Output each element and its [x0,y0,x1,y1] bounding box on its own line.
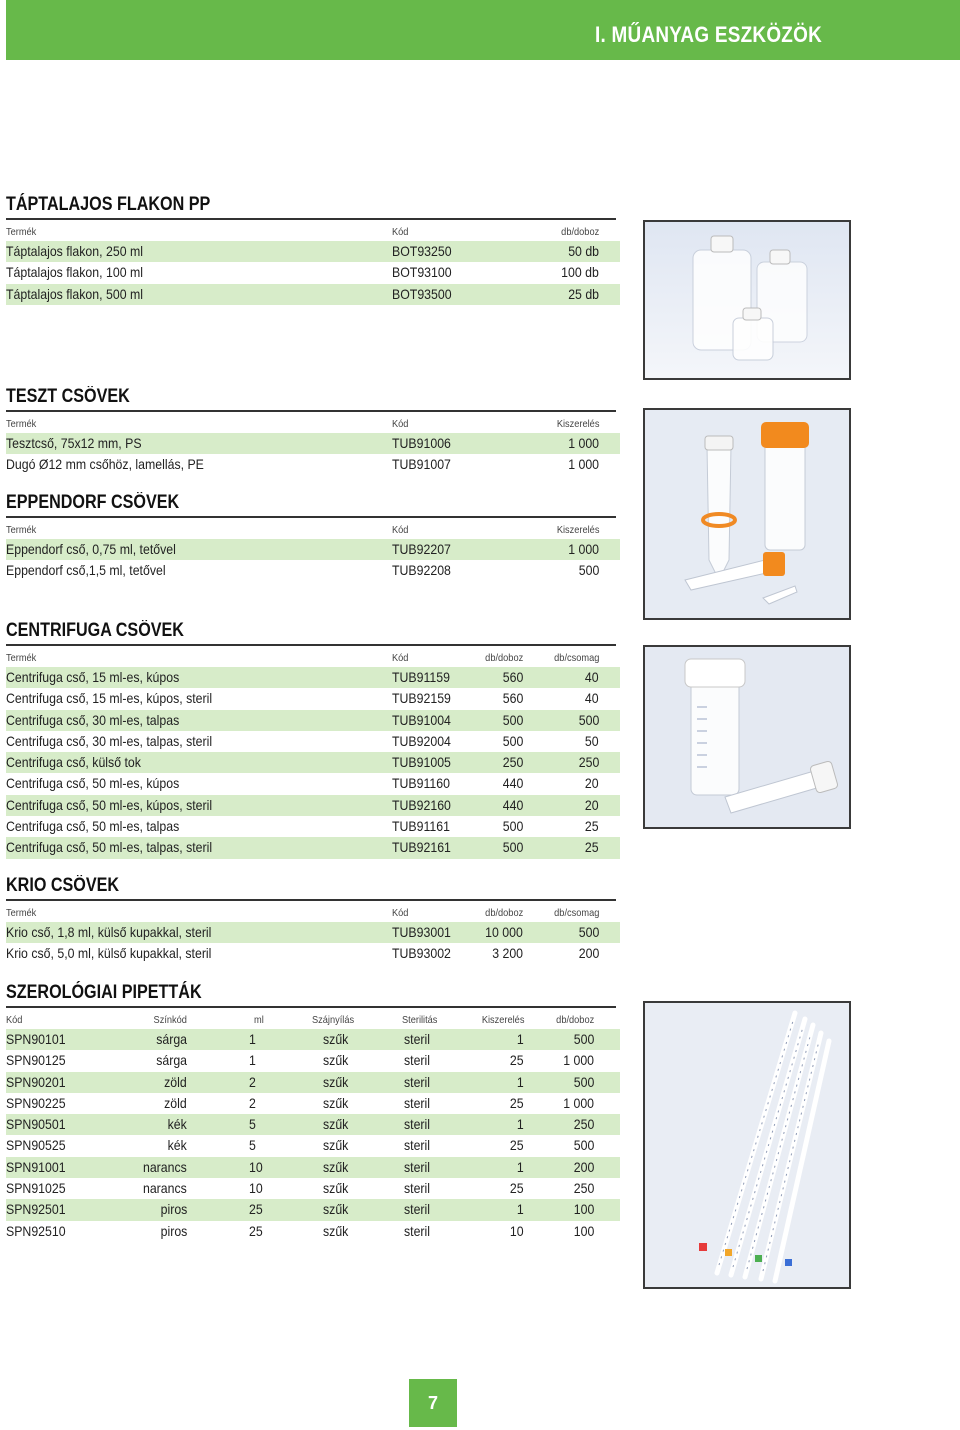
table-header [6,649,620,667]
table-cell: steril [404,1137,431,1154]
table-cell: SPN90501 [6,1116,66,1133]
column-header: Kód [392,524,409,536]
table-cell: 500 [502,818,523,835]
table-cell: 500 [502,732,523,749]
table-cell: SPN90101 [6,1031,66,1047]
table-header [6,521,620,539]
table-cell: 25 [510,1137,524,1154]
table-cell: 1 [249,1031,256,1047]
table-cell: 25 [585,839,599,856]
section-divider [6,644,616,646]
photo-culture-flasks [643,220,851,380]
table-cell: 50 [585,732,599,749]
table-cell: szűk [323,1137,349,1154]
column-header: Termék [6,418,37,430]
section-title: CENTRIFUGA CSÖVEK [6,620,184,641]
table-header [6,1011,620,1029]
table-cell: 200 [578,945,599,962]
table-row [6,241,620,262]
table-cell: TUB92161 [392,839,451,856]
table-cell: steril [404,1094,431,1111]
table-cell: SPN91025 [6,1180,66,1197]
table-row [6,688,620,709]
table-cell: steril [404,1116,431,1133]
column-header: db/csomag [553,652,599,664]
table-cell: 40 [585,669,599,685]
table-cell: kék [167,1116,187,1133]
column-header: ml [254,1014,264,1026]
table-cell: Tesztcső, 75x12 mm, PS [6,435,142,451]
section-centrifuga-csovek [6,619,618,859]
table-row [6,1050,620,1071]
table-row [6,1029,620,1050]
column-header: Kiszerelés [481,1014,524,1026]
table-row [6,837,620,858]
photo-centrifuge-tubes [643,408,851,620]
table-cell: Centrifuga cső, 30 ml-es, talpas [6,711,180,728]
table-cell: 250 [578,754,599,771]
table-cell: 560 [502,669,523,685]
table-cell: piros [160,1201,187,1218]
table-cell: SPN90225 [6,1094,66,1111]
table-row [6,710,620,731]
table-cell: SPN91001 [6,1158,66,1175]
table-header [6,223,620,241]
table-cell: 25 db [568,285,599,302]
column-header: Sterilitás [402,1014,438,1026]
table-cell: 1 [517,1031,524,1047]
table-cell: SPN90125 [6,1052,66,1069]
table-cell: 50 db [568,243,599,259]
table-cell: narancs [143,1158,187,1175]
table-cell: 250 [573,1180,594,1197]
table-cell: 5 [249,1137,256,1154]
table-cell: TUB91006 [392,435,451,451]
table-row [6,943,620,964]
table-cell: 500 [573,1137,594,1154]
column-header: db/doboz [555,1014,594,1026]
table-cell: 1 [517,1116,524,1133]
table-cell: Centrifuga cső, 50 ml-es, kúpos [6,775,180,792]
section-title: KRIO CSÖVEK [6,875,120,896]
table-cell: szűk [323,1158,349,1175]
table-cell: 1 [517,1201,524,1218]
table-cell: 25 [585,818,599,835]
table-row [6,1157,620,1178]
table-cell: 1 [517,1158,524,1175]
table-cell: steril [404,1031,431,1047]
column-header: Kód [392,907,409,919]
section-szerologiai-pipettak [6,981,618,1242]
table-cell: steril [404,1180,431,1197]
photo-serological-pipettes [643,1001,851,1289]
table-cell: TUB92004 [392,732,451,749]
table-cell: szűk [323,1073,349,1090]
table-row [6,731,620,752]
table-cell: 500 [578,711,599,728]
table-cell: SPN90525 [6,1137,66,1154]
table-row [6,284,620,305]
table-cell: 1 000 [568,435,599,451]
table-cell: TUB93001 [392,924,451,940]
table-cell: 1 000 [563,1052,594,1069]
table-cell: Centrifuga cső, 30 ml-es, talpas, steril [6,732,213,749]
table-cell: TUB91007 [392,456,451,473]
table-cell: Centrifuga cső, 50 ml-es, talpas [6,818,180,835]
table-cell: 25 [510,1180,524,1197]
table-cell: 100 [573,1222,594,1239]
table-cell: steril [404,1201,431,1218]
table-cell: 100 [573,1201,594,1218]
table-row [6,752,620,773]
table-cell: Centrifuga cső, 50 ml-es, kúpos, steril [6,796,213,813]
table-cell: 10 [249,1180,263,1197]
table-cell: Krio cső, 5,0 ml, külső kupakkal, steril [6,945,212,962]
column-header: Termék [6,524,37,536]
table-cell: TUB91160 [392,775,450,792]
table-cell: BOT93100 [392,264,452,281]
table-cell: szűk [323,1222,349,1239]
table-cell: SPN90201 [6,1073,66,1090]
table-cell: Táptalajos flakon, 500 ml [6,285,143,302]
table-cell: piros [160,1222,187,1239]
photo-cryo-tubes [643,645,851,829]
section-title: TESZT CSÖVEK [6,386,130,407]
column-header: db/doboz [484,652,523,664]
column-header: db/csomag [553,907,599,919]
table-cell: TUB92160 [392,796,451,813]
table-cell: Centrifuga cső, külső tok [6,754,141,771]
table-cell: szűk [323,1031,349,1047]
table-row [6,773,620,794]
table-row [6,1178,620,1199]
column-header: Termék [6,652,37,664]
table-cell: 1 [249,1052,256,1069]
table-row [6,1135,620,1156]
table-row [6,1093,620,1114]
table-cell: szűk [323,1180,349,1197]
table-cell: TUB91004 [392,711,451,728]
table-cell: narancs [143,1180,187,1197]
table-cell: 25 [249,1201,263,1218]
section-divider [6,218,616,220]
column-header: db/doboz [560,226,599,238]
table-row [6,539,620,560]
table-cell: zöld [164,1073,187,1090]
section-title: SZEROLÓGIAI PIPETTÁK [6,982,202,1003]
table-cell: steril [404,1158,431,1175]
table-cell: TUB91159 [392,669,450,685]
table-cell: 25 [249,1222,263,1239]
column-header: Kiszerelés [556,418,599,430]
table-cell: TUB93002 [392,945,451,962]
table-cell: 500 [578,924,599,940]
table-cell: sárga [156,1031,187,1047]
table-row [6,560,620,581]
table-row [6,816,620,837]
table-cell: 560 [502,690,523,707]
table-cell: szűk [323,1052,349,1069]
column-header: Kód [392,652,409,664]
table-cell: 500 [502,839,523,856]
column-header: Termék [6,226,37,238]
table-cell: 100 db [561,264,599,281]
table-cell: 20 [585,775,599,792]
table-cell: Eppendorf cső,1,5 ml, tetővel [6,562,166,579]
table-cell: 1 000 [563,1094,594,1111]
table-cell: 1 000 [568,541,599,557]
table-cell: kék [167,1137,187,1154]
table-cell: BOT93250 [392,243,452,259]
table-cell: Centrifuga cső, 15 ml-es, kúpos [6,669,180,685]
table-cell: 1 000 [568,456,599,473]
table-row [6,1072,620,1093]
column-header: Színkód [153,1014,187,1026]
column-header: Kód [392,226,409,238]
section-title: EPPENDORF CSÖVEK [6,492,180,513]
table-cell: 2 [249,1073,256,1090]
table-cell: szűk [323,1094,349,1111]
table-cell: TUB92208 [392,562,451,579]
table-row [6,1221,620,1242]
table-cell: 2 [249,1094,256,1111]
table-cell: 20 [585,796,599,813]
table-cell: TUB91161 [392,818,450,835]
table-row [6,1114,620,1135]
table-cell: SPN92501 [6,1201,66,1218]
section-divider [6,1006,616,1008]
header-banner [6,0,960,60]
table-row [6,1199,620,1220]
table-cell: 40 [585,690,599,707]
table-cell: 10 [510,1222,524,1239]
column-header: Kód [392,418,409,430]
table-row [6,922,620,943]
table-cell: Eppendorf cső, 0,75 ml, tetővel [6,541,176,557]
table-cell: 25 [510,1094,524,1111]
section-krio-csovek [6,874,618,965]
table-cell: szűk [323,1116,349,1133]
table-cell: 250 [573,1116,594,1133]
table-row [6,433,620,454]
table-cell: Táptalajos flakon, 100 ml [6,264,143,281]
table-cell: steril [404,1222,431,1239]
table-cell: Táptalajos flakon, 250 ml [6,243,143,259]
section-divider [6,899,616,901]
table-cell: steril [404,1052,431,1069]
table-cell: 440 [502,796,523,813]
table-cell: 200 [573,1158,594,1175]
section-teszt-csovek [6,385,618,476]
table-cell: Dugó Ø12 mm csőhöz, lamellás, PE [6,456,204,473]
table-cell: szűk [323,1201,349,1218]
table-row [6,667,620,688]
table-cell: TUB92159 [392,690,451,707]
table-cell: 500 [578,562,599,579]
table-cell: 5 [249,1116,256,1133]
table-row [6,795,620,816]
column-header: Szájnyílás [312,1014,355,1026]
section-title: TÁPTALAJOS FLAKON PP [6,194,211,215]
table-cell: 500 [573,1073,594,1090]
column-header: Kiszerelés [556,524,599,536]
table-cell: Centrifuga cső, 50 ml-es, talpas, steril [6,839,213,856]
page-title: I. MŰANYAG ESZKÖZÖK [594,22,822,47]
table-cell: Centrifuga cső, 15 ml-es, kúpos, steril [6,690,213,707]
table-cell: 25 [510,1052,524,1069]
table-cell: 10 [249,1158,263,1175]
section-divider [6,516,616,518]
table-cell: 250 [502,754,523,771]
table-cell: 3 200 [492,945,523,962]
table-cell: zöld [164,1094,187,1111]
table-cell: sárga [156,1052,187,1069]
table-cell: 500 [502,711,523,728]
table-cell: TUB91005 [392,754,451,771]
table-cell: 10 000 [485,924,523,940]
table-cell: BOT93500 [392,285,452,302]
column-header: Termék [6,907,37,919]
table-cell: steril [404,1073,431,1090]
table-cell: 440 [502,775,523,792]
column-header: Kód [6,1014,23,1026]
table-row [6,454,620,475]
table-cell: SPN92510 [6,1222,66,1239]
table-cell: 500 [573,1031,594,1047]
column-header: db/doboz [484,907,523,919]
page-number: 7 [409,1379,457,1427]
table-header [6,904,620,922]
table-cell: Krio cső, 1,8 ml, külső kupakkal, steril [6,924,212,940]
section-eppendorf-csovek [6,491,618,582]
table-row [6,262,620,283]
section-taptalajos-flakon [6,193,618,305]
table-cell: TUB92207 [392,541,451,557]
section-divider [6,410,616,412]
table-header [6,415,620,433]
table-cell: 1 [517,1073,524,1090]
